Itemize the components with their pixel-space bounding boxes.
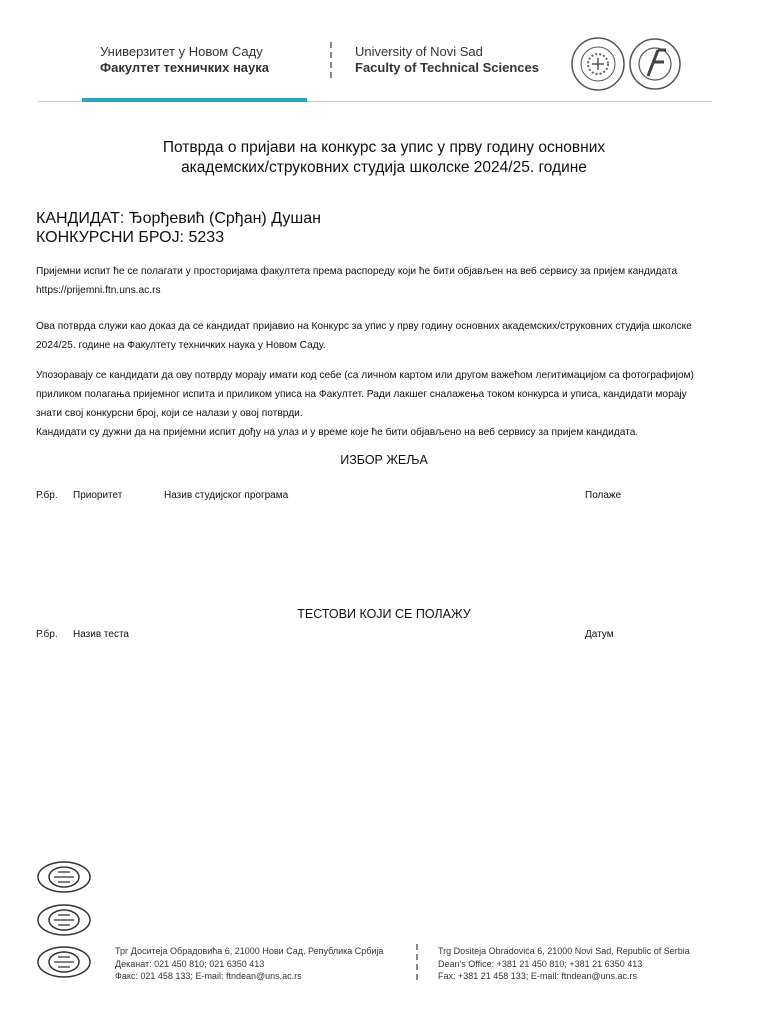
p3-line-1: Упозоравају се кандидати да ову потврду морају имати код себе (са личном картом или другом важећом легитимацијом са фотографијом)	[36, 370, 694, 381]
certification-mark-icon	[36, 860, 92, 894]
paragraph-confirmation	[36, 317, 726, 355]
footer-address-sr	[115, 945, 383, 983]
faculty-seal-icon	[628, 36, 682, 92]
paragraph-exam-location	[36, 262, 726, 300]
p1-line-2: https://prijemni.ftn.uns.ac.rs	[36, 285, 161, 296]
p3-line-3: знати свој конкурсни број, који се налази у овој потврди.	[36, 408, 303, 419]
header-divider	[330, 42, 332, 78]
certification-mark-icon	[36, 945, 92, 979]
document-title	[0, 138, 768, 178]
tests-col-test: Назив теста	[73, 629, 129, 640]
tests-title: ТЕСТОВИ КОЈИ СЕ ПОЛАЖУ	[297, 607, 471, 621]
footer-address-en	[438, 945, 690, 983]
footer-en-phone: Dean's Office: +381 21 450 810; +381 21 6350 413	[438, 958, 643, 969]
paragraph-warning	[36, 366, 726, 442]
p2-line-1: Ова потврда служи као доказ да се кандидат пријавио на Конкурс за упис у прву годину основних академских/струковних студија школске	[36, 321, 692, 332]
candidate-info	[36, 209, 321, 247]
choices-title: ИЗБОР ЖЕЉА	[340, 453, 428, 467]
footer-en-address: Trg Dositeja Obradovića 6, 21000 Novi Sad, Republic of Serbia	[438, 946, 690, 956]
application-number: КОНКУРСНИ БРОЈ: 5233	[36, 229, 225, 246]
university-name-sr: Универзитет у Новом Саду	[100, 44, 263, 59]
faculty-name-sr: Факултет техничких наука	[100, 60, 269, 75]
tests-col-rbr: Р.бр.	[36, 629, 58, 640]
faculty-name-en: Faculty of Technical Sciences	[355, 60, 539, 75]
choices-col-program: Назив студијског програма	[164, 490, 289, 501]
footer-sr-fax-email: Факс: 021 458 133; E-mail: ftndean@uns.ac.rs	[115, 971, 302, 981]
university-seal-icon	[570, 36, 626, 92]
footer-sr-address: Трг Доситеја Обрадовића 6, 21000 Нови Сад, Република Србија	[115, 946, 384, 956]
footer-en-fax-email: Fax: +381 21 458 133; E-mail: ftndean@uns.ac.rs	[438, 971, 638, 981]
header-serbian	[100, 44, 269, 76]
p1-line-1: Пријемни испит ће се полагати у просторијама факултета према распореду који ће бити објављен на веб сервису за пријем кандидата	[36, 266, 678, 277]
choices-col-takes: Полаже	[585, 490, 622, 501]
footer-divider	[416, 944, 418, 980]
title-line-1: Потврда о пријави на конкурс за упис у прву годину основних	[162, 139, 606, 156]
footer-sr-phone: Деканат: 021 450 810; 021 6350 413	[115, 958, 265, 969]
tests-col-date: Датум	[585, 629, 614, 640]
header-english	[355, 44, 539, 76]
p2-line-2: 2024/25. године на Факултету техничких наука у Новом Саду.	[36, 340, 326, 351]
certification-mark-icon	[36, 903, 92, 937]
candidate-name: КАНДИДАТ: Ђорђевић (Срђан) Душан	[36, 210, 321, 227]
p3-line-4: Кандидати су дужни да на пријемни испит дођу на улаз и у време које ће бити објављено на веб сервису за пријем кандидата.	[36, 427, 639, 438]
choices-col-rbr: Р.бр.	[36, 490, 58, 501]
university-name-en: University of Novi Sad	[355, 44, 483, 59]
header-accent-bar	[82, 98, 307, 102]
title-line-2: академских/струковних студија школске 2024/25. године	[181, 159, 587, 176]
choices-col-priority: Приоритет	[73, 490, 123, 501]
p3-line-2: приликом полагања пријемног испита и приликом уписа на Факултет. Ради лакшег сналажења током конкурса и уписа, кандидати морају	[36, 389, 687, 400]
